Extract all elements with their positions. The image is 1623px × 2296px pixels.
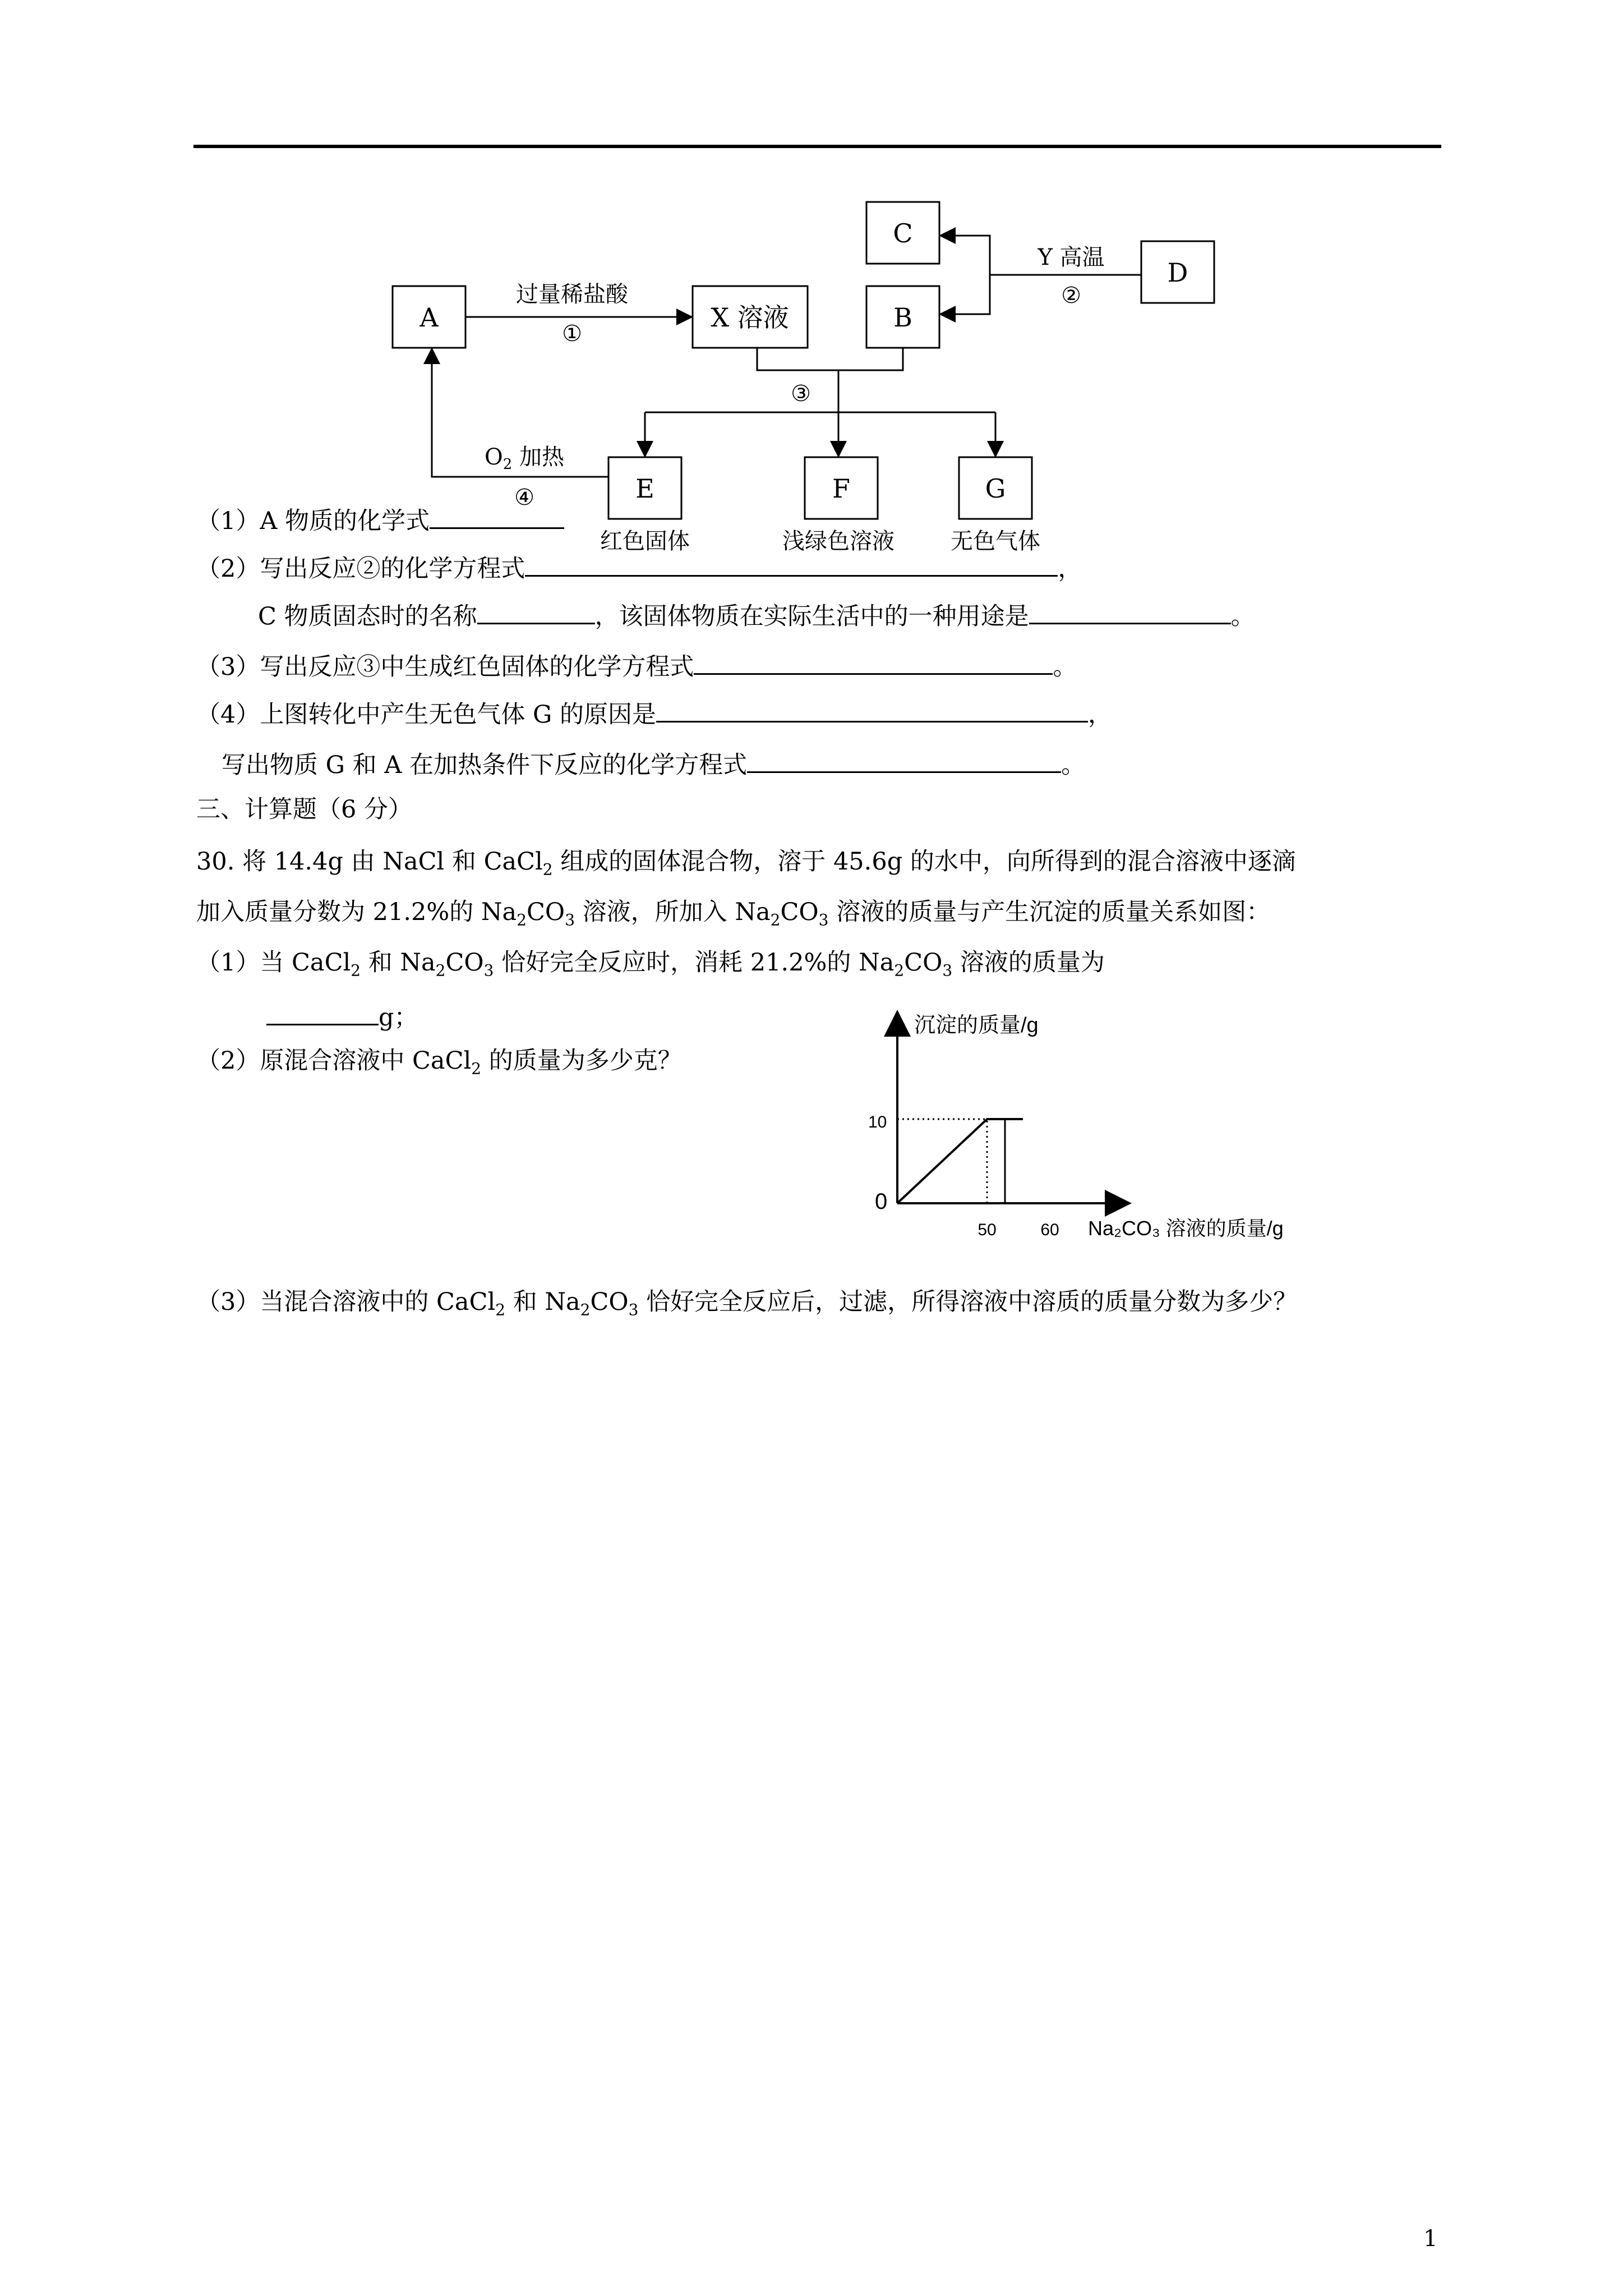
- precipitate-chart: [858, 1004, 1340, 1251]
- origin-label: 0: [875, 1189, 888, 1214]
- answer-blank[interactable]: [694, 651, 1053, 675]
- arrow-2-number: ②: [1061, 283, 1081, 309]
- x-tick-label: 50: [978, 1221, 997, 1239]
- sub-question-3: （3）当混合溶液中的 CaCl$_2$ 和 $Na_2CO_3$ 恰好完全反应后，过滤，所得溶液中溶质的质量分数为多少？: [196, 1288, 1298, 1319]
- answer-blank[interactable]: [1029, 600, 1231, 624]
- arrow-3-number: ③: [791, 381, 811, 407]
- y-tick-label: 10: [868, 1113, 887, 1131]
- label-g: 无色气体: [951, 528, 1040, 554]
- box-e-label: E: [635, 473, 654, 504]
- box-b-label: B: [893, 302, 912, 333]
- answer-blank[interactable]: [525, 553, 1058, 577]
- label-f: 浅绿色溶液: [782, 528, 895, 554]
- arrow-4-number: ④: [514, 485, 534, 510]
- box-f-label: F: [832, 473, 850, 504]
- label-e: 红色固体: [600, 528, 690, 554]
- sub-question-1-answer: g；: [266, 1001, 418, 1030]
- arrow-1-condition: 过量稀盐酸: [516, 282, 628, 307]
- answer-blank[interactable]: [656, 698, 1088, 723]
- question-4a: （4）上图转化中产生无色气体 G 的原因是 ，: [196, 698, 1112, 727]
- answer-blank[interactable]: [747, 749, 1061, 773]
- arrow-2-condition: Y 高温: [1038, 245, 1105, 270]
- arrow-1-number: ①: [562, 321, 582, 347]
- page-number: 1: [1423, 2226, 1438, 2252]
- box-c-label: C: [893, 218, 913, 249]
- question-4b: 写出物质 G 和 A 在加热条件下反应的化学方程式 。: [222, 749, 1085, 777]
- arrow-4-condition: $O_2$ 加热: [484, 444, 565, 473]
- y-axis-label: 沉淀的质量/g: [914, 1014, 1039, 1037]
- sub-question-2: （2）原混合溶液中 CaCl$_2$ 的质量为多少克？: [196, 1047, 682, 1078]
- problem-30-line1: 30. 将 14.4g 由 NaCl 和 CaCl$_2$ 组成的固体混合物，溶于 45.6g 的水中，向所得到的混合溶液中逐滴: [196, 848, 1296, 879]
- box-g-label: G: [985, 473, 1006, 504]
- box-d-label: D: [1167, 257, 1188, 288]
- x-axis-label: Na₂CO₃ 溶液的质量/g: [1088, 1217, 1284, 1240]
- problem-30-line2: 加入质量分数为 21.2%的 $Na_2CO_3$ 溶液，所加入 $Na_2CO_3$ 溶液的质量与产生沉淀的质量关系如图：: [196, 898, 1271, 930]
- answer-blank[interactable]: [430, 505, 564, 529]
- answer-blank[interactable]: [477, 600, 595, 624]
- answer-blank[interactable]: [266, 1001, 379, 1025]
- x-tick-label: 60: [1040, 1221, 1059, 1239]
- question-2a: （2）写出反应②的化学方程式 ，: [196, 553, 1082, 581]
- box-a-label: A: [419, 302, 439, 333]
- arrow-2-branch: [940, 275, 990, 314]
- question-2b: C 物质固态时的名称 ，该固体物质在实际生活中的一种用途是 。: [258, 600, 1255, 629]
- question-3: （3）写出反应③中生成红色固体的化学方程式 。: [196, 651, 1077, 679]
- sub-question-1: （1）当 CaCl$_2$ 和 $Na_2CO_3$ 恰好完全反应时，消耗 21.2%的 $Na_2CO_3$ 溶液的质量为: [196, 949, 1105, 980]
- box-x-label: X 溶液: [711, 302, 789, 333]
- header-rule: [193, 145, 1441, 148]
- arrow-3-join: [757, 348, 903, 370]
- section-heading: 三、计算题（6 分）: [196, 795, 413, 823]
- question-1: （1）A 物质的化学式: [196, 505, 564, 533]
- series-line: [897, 1119, 1023, 1203]
